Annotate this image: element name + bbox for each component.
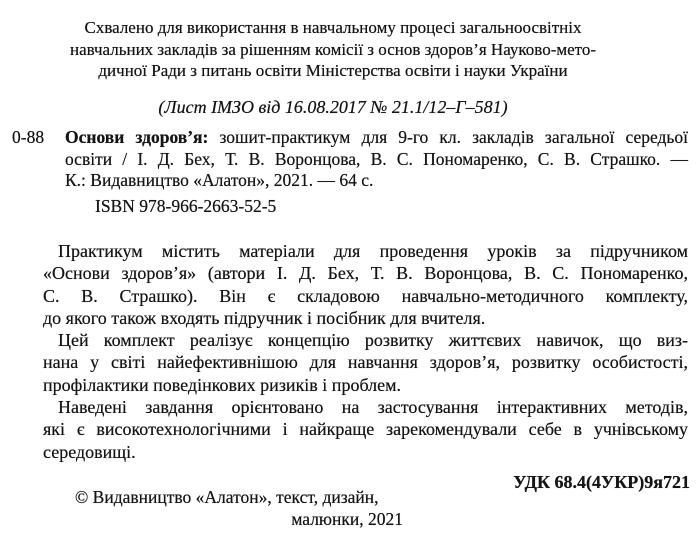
copyright-line: малюнки, 2021: [291, 508, 403, 529]
paragraph-line: до якого також входять підручник і посібник для вчителя.: [43, 307, 486, 328]
catalog-line: освіти / І. Д. Бех, Т. В. Воронцова, В. С. Пономаренко, С. В. Страшко. —: [65, 148, 688, 169]
paragraph-line: Цей комплект реалізує концепцію розвитку життєвих навичок, що виз-: [58, 330, 688, 351]
approval-line: дичної Ради з питань освіти Міністерства освіти і науки України: [98, 61, 568, 81]
copyright-line: © Видавництво «Алатон», текст, дизайн,: [75, 487, 379, 507]
approval-line: навчальних закладів за рішенням комісії з основ здоров’я Науково-мето-: [69, 39, 597, 59]
paragraph-line: Практикум містить матеріали для проведення уроків за підручником: [58, 241, 688, 261]
ministry-letter-reference: (Лист ІМЗО від 16.08.2017 № 21.1/12–Г–581): [158, 97, 508, 117]
library-classification-code: 0-88: [12, 127, 45, 147]
catalog-description: [65, 127, 688, 192]
paragraph-line: С. В. Страшко). Він є складовою навчально-методичного комплекту,: [43, 285, 688, 306]
copyright-notice: [75, 487, 407, 530]
catalog-subtitle: зошит-практикум для 9-го кл. закладів загальної середьої: [219, 127, 689, 147]
paragraph-line: профілактики поведінкових ризиків і проблем.: [43, 374, 402, 395]
paragraph-line: Наведені завдання орієнтовано на застосування інтерактивних методів,: [58, 397, 688, 418]
book-title: Основи здоров’я:: [65, 127, 209, 147]
approval-line: Схвалено для використання в навчальному процесі загальноосвітніх: [84, 18, 582, 37]
approval-statement: [16, 17, 650, 82]
paragraph-line: які є високотехнологічними і найкраще зарекомендували себе в учнівському: [43, 419, 688, 440]
paragraph-practicum: [43, 240, 688, 329]
paragraph-concept: [43, 329, 688, 396]
paragraph-line: середовищі.: [43, 441, 136, 462]
paragraph-methods: [43, 396, 688, 463]
catalog-record: [12, 127, 688, 217]
catalog-line: К.: Видавництво «Алатон», 2021. — 64 с.: [65, 170, 374, 190]
udc-code: УДК 68.4(4УКР)9я721: [513, 472, 690, 492]
isbn: ISBN 978-966-2663-52-5: [95, 195, 277, 216]
paragraph-line: нана у світі найефективнішою для навчання здоров’я, розвитку особистості,: [43, 352, 688, 373]
paragraph-line: «Основи здоров’я» (автори І. Д. Бех, Т. В. Воронцова, В. С. Пономаренко,: [43, 263, 688, 284]
catalog-line: [65, 127, 688, 149]
annotation-text: [43, 240, 688, 463]
